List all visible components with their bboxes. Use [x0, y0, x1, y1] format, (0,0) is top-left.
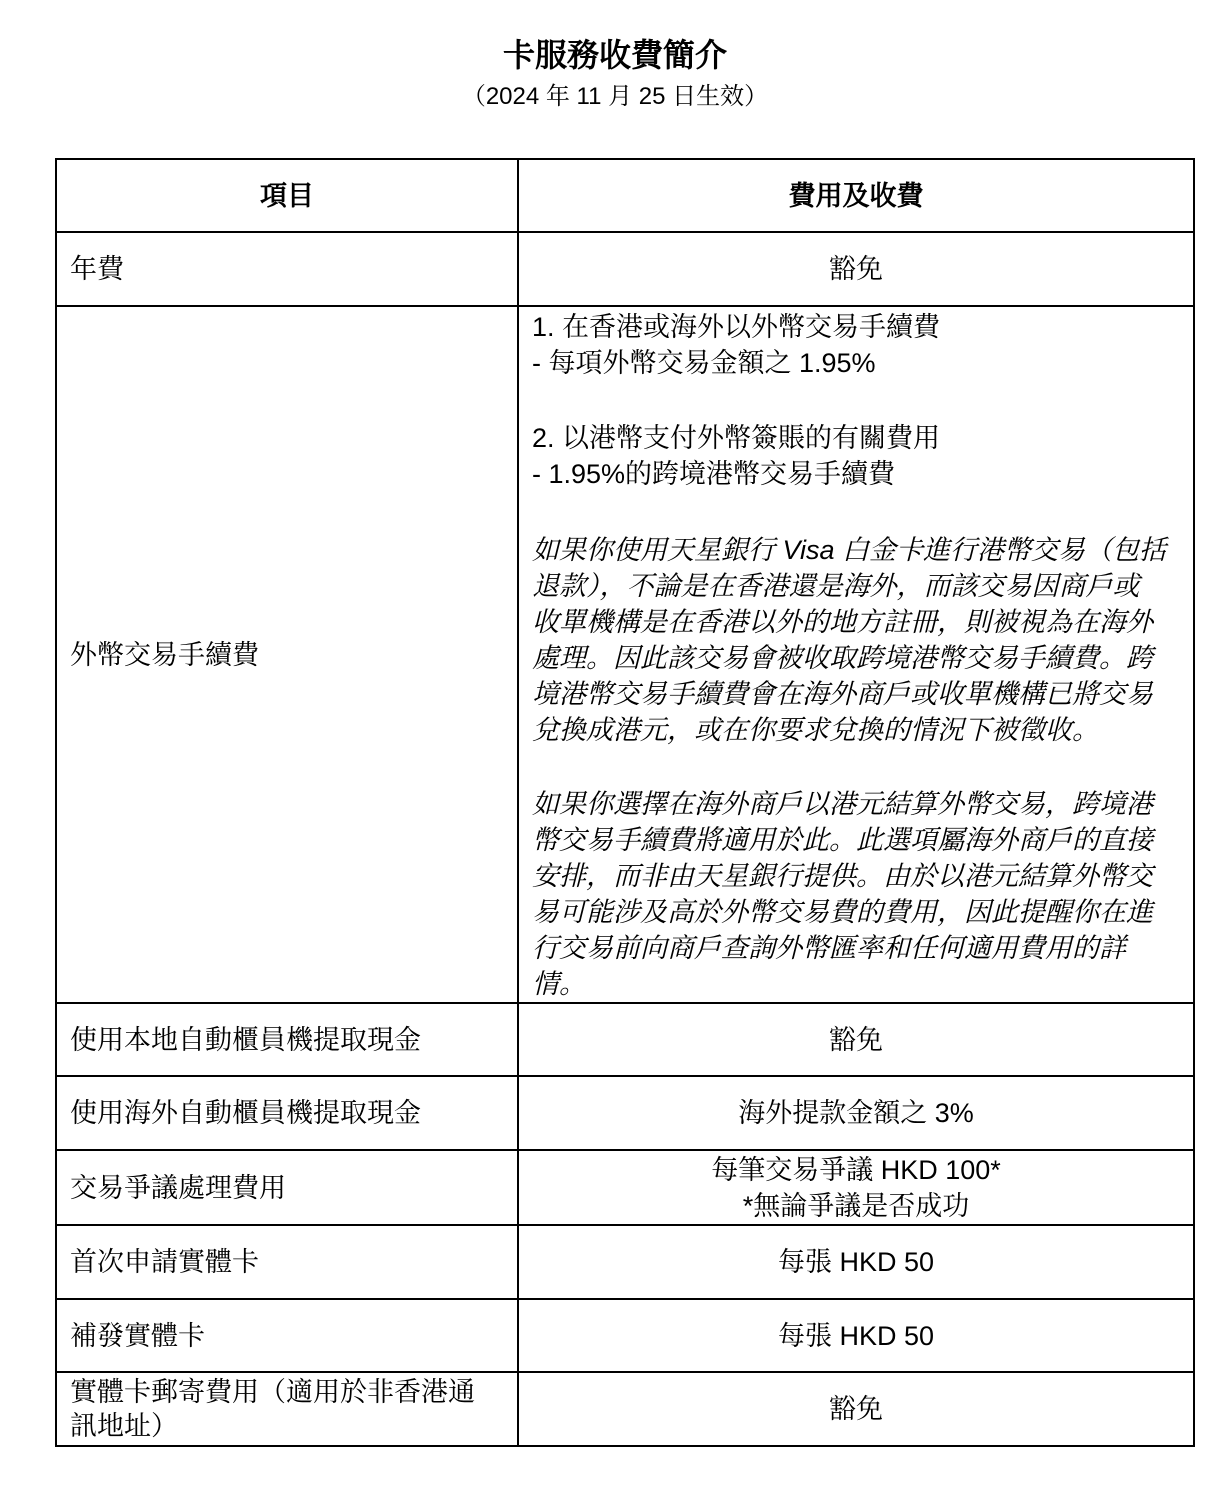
table-header-row [56, 159, 1194, 232]
table-row-first-card [56, 1225, 1194, 1299]
fx-note-2-line: 幣交易手續費將適用於此。此選項屬海外商戶的直接 [532, 825, 1153, 855]
document-title: 卡服務收費簡介 [502, 37, 727, 73]
fx-point-1-detail: - 每項外幣交易金額之 1.95% [532, 348, 876, 378]
fx-point-2 [532, 420, 1187, 492]
fx-note-1-line: 收單機構是在香港以外的地方註冊，則被視為在海外 [532, 607, 1153, 637]
fx-point-1-title: 1. 在香港或海外以外幣交易手續費 [532, 312, 941, 342]
first-card-fee: 每張 HKD 50 [518, 1225, 1194, 1299]
fx-fee-details [518, 306, 1194, 1003]
fx-note-1-line: 如果你使用天星銀行 Visa 白金卡進行港幣交易（包括 [532, 535, 1167, 565]
overseas-atm-item: 使用海外自動櫃員機提取現金 [56, 1076, 518, 1150]
fx-note-1-line: 境港幣交易手續費會在海外商戶或收單機構已將交易 [532, 679, 1153, 709]
annual-fee-item: 年費 [56, 232, 518, 306]
fx-point-1 [532, 309, 1187, 381]
fx-note-2-line: 易可能涉及高於外幣交易費的費用，因此提醒你在進 [532, 897, 1153, 927]
table-row-dispute [56, 1150, 1194, 1225]
fx-fee-item: 外幣交易手續費 [56, 306, 518, 1003]
table-row-card-mailing [56, 1372, 1194, 1446]
fx-note-1-line: 退款），不論是在香港還是海外，而該交易因商戶或 [532, 571, 1140, 601]
fx-note-1-line: 處理。因此該交易會被收取跨境港幣交易手續費。跨 [532, 643, 1153, 673]
table-row-local-atm [56, 1003, 1194, 1076]
fee-table [55, 158, 1195, 1447]
dispute-fee-line-2: *無論爭議是否成功 [742, 1190, 970, 1221]
local-atm-fee: 豁免 [518, 1003, 1194, 1076]
dispute-item: 交易爭議處理費用 [56, 1150, 518, 1225]
card-mailing-fee: 豁免 [518, 1372, 1194, 1446]
fx-note-1-line: 兌換成港元，或在你要求兌換的情況下被徵收。 [532, 715, 1099, 745]
card-mailing-item: 實體卡郵寄費用（適用於非香港通訊地址） [56, 1372, 518, 1446]
table-row-fx-fee [56, 306, 1194, 1003]
fx-note-2-line: 行交易前向商戶查詢外幣匯率和任何適用費用的詳 [532, 933, 1126, 963]
local-atm-item: 使用本地自動櫃員機提取現金 [56, 1003, 518, 1076]
fx-point-2-title: 2. 以港幣支付外幣簽賬的有關費用 [532, 423, 941, 453]
fx-note-2-line: 情。 [532, 969, 586, 999]
header-fee: 費用及收費 [518, 159, 1194, 232]
overseas-atm-fee: 海外提款金額之 3% [518, 1076, 1194, 1150]
fx-note-2-line: 如果你選擇在海外商戶以港元結算外幣交易，跨境港 [532, 789, 1153, 819]
table-row-annual-fee [56, 232, 1194, 306]
header-item: 項目 [56, 159, 518, 232]
fx-note-1 [532, 532, 1187, 748]
table-row-replacement-card [56, 1299, 1194, 1372]
table-row-overseas-atm [56, 1076, 1194, 1150]
replacement-card-item: 補發實體卡 [56, 1299, 518, 1372]
replacement-card-fee: 每張 HKD 50 [518, 1299, 1194, 1372]
fx-note-2 [532, 786, 1187, 1002]
dispute-fee [518, 1150, 1194, 1225]
first-card-item: 首次申請實體卡 [56, 1225, 518, 1299]
fx-note-2-line: 安排，而非由天星銀行提供。由於以港元結算外幣交 [532, 861, 1153, 891]
fx-point-2-detail: - 1.95%的跨境港幣交易手續費 [532, 459, 896, 489]
dispute-fee-line-1: 每筆交易爭議 HKD 100* [711, 1154, 1001, 1185]
annual-fee-value: 豁免 [518, 232, 1194, 306]
effective-date-subtitle: （2024 年 11 月 25 日生效） [461, 83, 769, 110]
